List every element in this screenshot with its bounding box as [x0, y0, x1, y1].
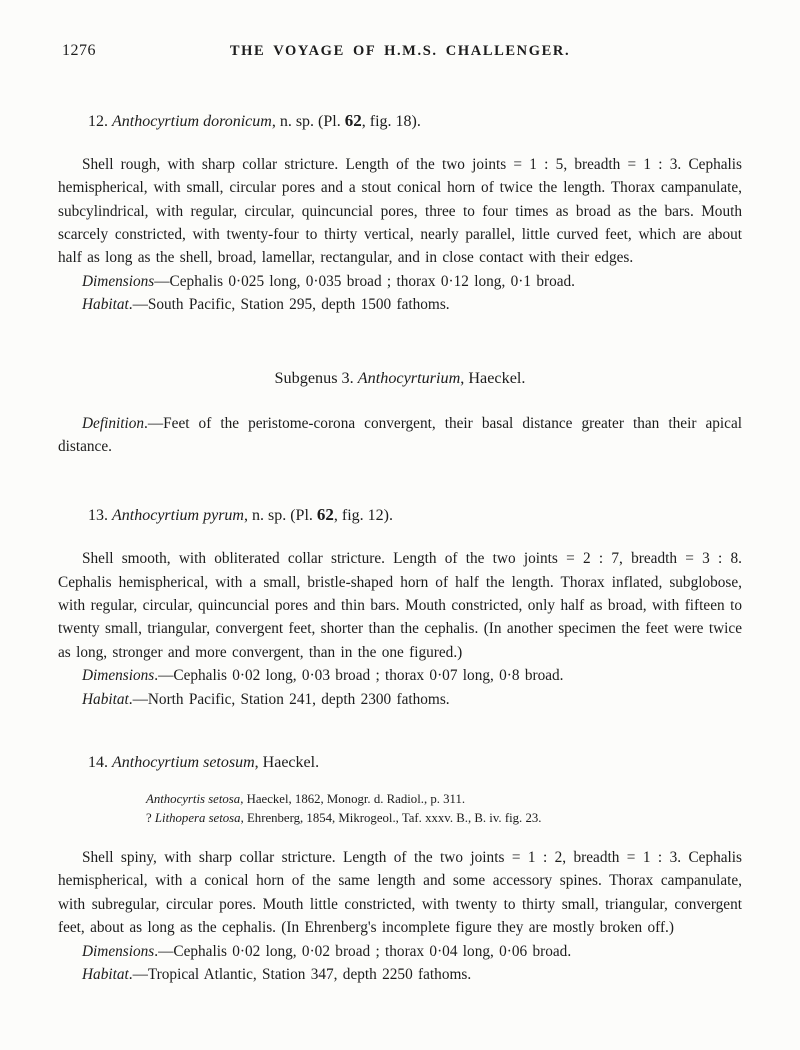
dimensions-13: Dimensions.—Cephalis 0·02 long, 0·03 broad ; thorax 0·07 long, 0·8 broad. [82, 667, 564, 685]
subgenus-definition: Definition.—Feet of the peristome-corona convergent, their basal distance greater than their apical distance. [58, 414, 742, 456]
synonymy-citations [58, 790, 742, 828]
habitat-14: Habitat.—Tropical Atlantic, Station 347, depth 2250 fathoms. [82, 965, 472, 983]
species-heading-14: 14. Anthocyrtium setosum, Haeckel. [88, 754, 320, 772]
species-heading-12: 12. Anthocyrtium doronicum, n. sp. (Pl. 62, fig. 18). [88, 111, 421, 130]
running-title: THE VOYAGE OF H.M.S. CHALLENGER. [229, 43, 571, 59]
species-description-13: Shell smooth, with obliterated collar stricture. Length of the two joints = 2 : 7, breadth = 3 : 8. Cephalis hemispherical, with a small, bristle-shaped horn of half the length. Thorax inflated, subglobose, with regular, circular, quincuncial pores and thin bars. Mouth constricted, only half as broad, with fifteen to twenty small, triangular, convergent feet, shorter than the cephalis. (In another specimen the feet were twice as long, stronger and more convergent, than in the one figured.) [58, 550, 742, 661]
dimensions-12: Dimensions—Cephalis 0·025 long, 0·035 broad ; thorax 0·12 long, 0·1 broad. [82, 272, 575, 290]
citation-line-2: ? Lithopera setosa, Ehrenberg, 1854, Mikrogeol., Taf. xxxv. B., B. iv. fig. 23. [146, 810, 542, 825]
species-description-14: Shell spiny, with sharp collar stricture. Length of the two joints = 1 : 2, breadth = 1 : 3. Cephalis hemispherical, with a conical horn of the same length and some accessory spines. Thorax campanulate, with subregular, circular pores. Mouth little constricted, with twenty to thirty small, triangular, convergent feet, about as long as the cephalis. (In Ehrenberg's incomplete figure they are mostly broken off.) [58, 848, 742, 937]
dimensions-14: Dimensions.—Cephalis 0·02 long, 0·02 broad ; thorax 0·04 long, 0·06 broad. [82, 942, 572, 960]
species-description-12: Shell rough, with sharp collar stricture. Length of the two joints = 1 : 5, breadth = 1 : 3. Cephalis hemispherical, with small, circular pores and a stout conical horn of twice the length. Thorax campanulate, subcylindrical, with regular, circular, quincuncial pores, three to four times as broad as the bars. Mouth scarcely constricted, with twenty-four to thirty vertical, nearly parallel, little curved feet, which are about half as long as the shell, broad, lamellar, rectangular, and in close contact with their edges. [58, 155, 742, 267]
running-head [58, 42, 742, 64]
species-entry-12 [58, 110, 742, 317]
page-number: 1276 [62, 42, 96, 59]
habitat-12: Habitat.—South Pacific, Station 295, depth 1500 fathoms. [82, 296, 450, 314]
subgenus-heading: Subgenus 3. Anthocyrturium, Haeckel. [274, 368, 526, 387]
habitat-13: Habitat.—North Pacific, Station 241, depth 2300 fathoms. [82, 690, 450, 708]
species-entry-14 [58, 753, 742, 986]
species-heading-13: 13. Anthocyrtium pyrum, n. sp. (Pl. 62, fig. 12). [88, 505, 393, 525]
citation-line-1: Anthocyrtis setosa, Haeckel, 1862, Monogr. d. Radiol., p. 311. [146, 791, 466, 806]
species-entry-13 [58, 504, 742, 711]
